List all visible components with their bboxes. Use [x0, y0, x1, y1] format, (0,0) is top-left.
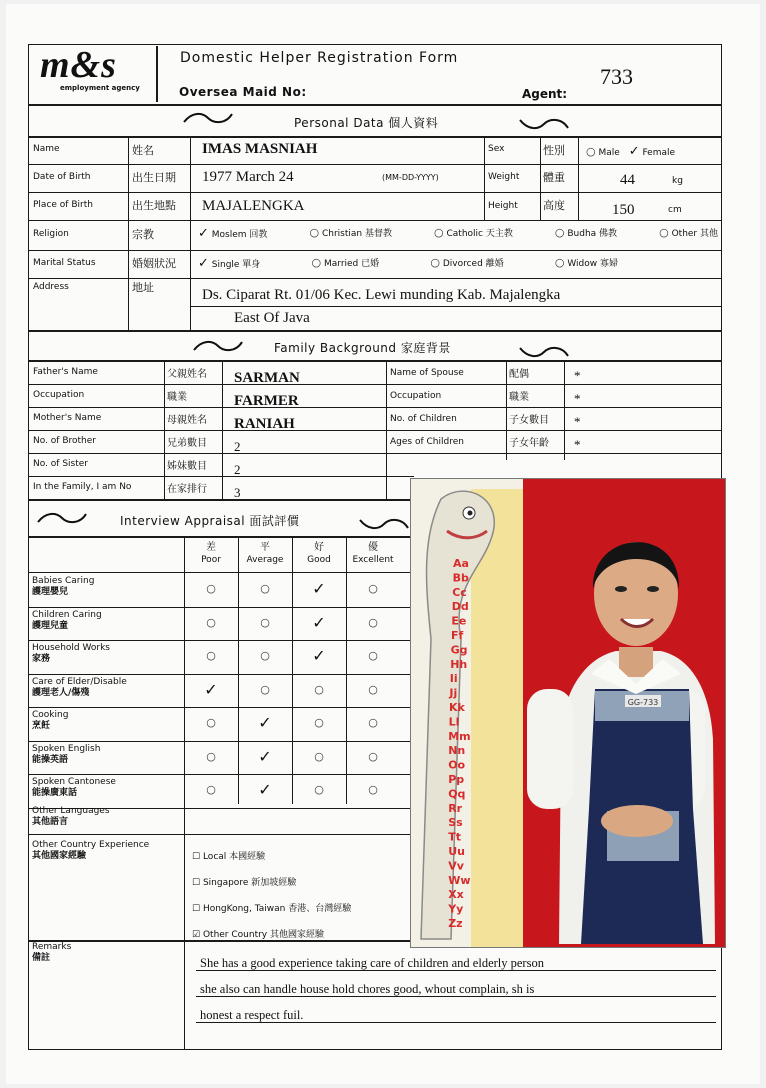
rating-radio-icon[interactable]: ○ [206, 616, 216, 629]
appraisal-column-header: 好 Good [307, 542, 331, 565]
chart-letter: Ll [448, 715, 460, 729]
pob-value: MAJALENGKA [202, 198, 305, 214]
photo-illustration [411, 479, 725, 947]
spouse-value: * [574, 437, 581, 452]
appraisal-column-header: 優 Excellent [352, 542, 394, 565]
spouse-label-zh: 子女年齡 [509, 438, 549, 449]
helper-photo [410, 478, 726, 948]
family-label: No. of Brother [33, 436, 96, 446]
appraisal-row-label: Babies Caring 護理嬰兒 [32, 576, 95, 597]
logo-text: m&s [40, 44, 117, 86]
marital-option-widow[interactable]: ○ Widow 寡婦 [554, 256, 618, 269]
spouse-value: * [574, 414, 581, 429]
family-label-zh: 母親姓名 [167, 415, 207, 426]
family-label-zh: 職業 [167, 392, 187, 403]
agent-label: Agent: [522, 87, 568, 101]
swirl-left-icon [192, 338, 244, 358]
name-value: IMAS MASNIAH [202, 141, 318, 157]
marital-option-single[interactable]: ✓ Single 單身 [198, 256, 261, 271]
rating-radio-icon[interactable]: ○ [206, 783, 216, 796]
rating-radio-icon[interactable]: ○ [368, 716, 378, 729]
rating-radio-icon[interactable]: ○ [260, 582, 270, 595]
appraisal-row-label: Cooking 烹飪 [32, 710, 69, 731]
grid-line [578, 136, 579, 220]
grid-line [28, 384, 722, 385]
family-label: Mother's Name [33, 413, 102, 423]
grid-line [28, 741, 414, 742]
radio-icon: ○ [311, 256, 322, 269]
swirl-left-icon [36, 510, 88, 530]
family-value: RANIAH [234, 416, 295, 432]
swirl-left-icon [182, 110, 234, 130]
experience-option-singapore[interactable]: ☐ Singapore 新加坡經驗 [192, 878, 297, 888]
male-radio-icon[interactable]: ○ [586, 145, 596, 158]
logo-divider [156, 46, 158, 102]
grid-line [28, 453, 722, 454]
rating-radio-icon[interactable]: ○ [368, 649, 378, 662]
grid-line [28, 330, 722, 332]
grid-line [28, 536, 414, 538]
height-label: Height [488, 201, 518, 211]
checkbox-icon: ☐ [192, 852, 201, 862]
chart-letter: Cc [452, 585, 467, 599]
marital-label-zh: 婚姻狀況 [132, 257, 176, 270]
address-label-zh: 地址 [132, 281, 154, 294]
family-value: 3 [234, 485, 241, 500]
grid-line [28, 607, 414, 608]
sex-label-zh: 性別 [543, 144, 565, 157]
logo-subtitle: employment agency [60, 84, 140, 92]
grid-line [292, 536, 293, 804]
chart-letter: Kk [449, 701, 465, 714]
family-value: FARMER [234, 393, 299, 409]
chart-letter: Qq [448, 787, 466, 801]
appraisal-column-header: 差 Poor [201, 542, 221, 565]
family-label: Occupation [33, 390, 85, 400]
rating-radio-icon[interactable]: ○ [206, 649, 216, 662]
spouse-label: Name of Spouse [390, 368, 464, 378]
rating-checkmark-icon[interactable]: ✓ [312, 613, 326, 632]
appraisal-row-label: Spoken English 能操英語 [32, 744, 101, 765]
interview-section-title: Interview Appraisal 面試評價 [120, 514, 300, 528]
rating-radio-icon[interactable]: ○ [368, 783, 378, 796]
checkbox-icon: ☐ [192, 878, 201, 888]
chart-letter: Yy [448, 902, 464, 916]
spouse-label: Ages of Children [390, 437, 464, 447]
name-label-zh: 姓名 [132, 144, 154, 157]
chart-letter: Vv [448, 859, 464, 873]
dob-label: Date of Birth [33, 172, 91, 182]
address-line-2: East Of Java [234, 310, 310, 326]
other-experience-label: Other Country Experience 其他國家經驗 [32, 840, 150, 861]
rating-radio-icon[interactable]: ○ [368, 582, 378, 595]
height-unit: cm [668, 205, 682, 215]
grid-line [386, 360, 387, 500]
height-value: 150 [612, 202, 635, 218]
appraisal-row-label: Spoken Cantonese 能操廣東話 [32, 777, 116, 798]
grid-line [28, 250, 722, 251]
grid-line [346, 536, 347, 804]
weight-label: Weight [488, 172, 520, 182]
radio-icon: ○ [554, 256, 565, 269]
rating-radio-icon[interactable]: ○ [206, 716, 216, 729]
family-label: In the Family, I am No [33, 482, 132, 492]
family-value: 2 [234, 439, 241, 454]
grid-line [28, 407, 722, 408]
grid-line [28, 834, 414, 835]
grid-line [128, 136, 129, 330]
religion-option-christian[interactable]: ○ Christian 基督教 [309, 226, 392, 239]
spouse-label-zh: 子女數目 [509, 415, 549, 426]
chart-letter: Bb [452, 571, 469, 585]
family-label-zh: 姊妹數目 [167, 461, 207, 472]
experience-option-other[interactable]: ☑ Other Country 其他國家經驗 [192, 930, 324, 940]
grid-line [28, 136, 722, 138]
height-label-zh: 高度 [543, 199, 565, 212]
grid-line [190, 136, 191, 330]
chart-letter: Pp [448, 773, 465, 786]
chart-letter: Uu [448, 845, 465, 858]
grid-line [540, 136, 541, 220]
grid-line [28, 774, 414, 775]
chart-letter: Nn [448, 744, 466, 758]
family-label-zh: 父親姓名 [167, 369, 207, 380]
sex-label: Sex [488, 144, 505, 154]
appraisal-row-label: Children Caring 護理兒童 [32, 610, 102, 631]
grid-line [28, 640, 414, 641]
chart-letter: Ii [449, 672, 458, 686]
spouse-label: Occupation [390, 391, 442, 401]
marital-label: Marital Status [33, 258, 96, 268]
personal-section-title: Personal Data 個人資料 [294, 116, 439, 130]
rating-radio-icon[interactable]: ○ [368, 750, 378, 763]
rating-radio-icon[interactable]: ○ [314, 716, 324, 729]
form-title: Domestic Helper Registration Form [180, 50, 459, 66]
chart-letter: Tt [448, 830, 461, 844]
radio-icon: ○ [659, 226, 669, 239]
marital-option-married[interactable]: ○ Married 已婚 [311, 256, 380, 269]
spouse-label-zh: 配偶 [509, 369, 529, 380]
chart-letter: Dd [451, 600, 469, 614]
chart-letter: Ww [448, 873, 471, 887]
rating-radio-icon[interactable]: ○ [260, 616, 270, 629]
grid-line [28, 572, 414, 573]
oversea-maid-label: Oversea Maid No: [179, 85, 307, 99]
dob-format: (MM-DD-YYYY) [382, 173, 439, 182]
remarks-label: Remarks 備註 [32, 942, 72, 963]
appraisal-row-label: Care of Elder/Disable 護理老人/傷殘 [32, 677, 127, 698]
grid-line [164, 360, 165, 500]
grid-line [28, 707, 414, 708]
chart-letter: Rr [448, 801, 463, 815]
rating-radio-icon[interactable]: ○ [206, 750, 216, 763]
religion-option-catholic[interactable]: ○ Catholic 天主教 [434, 226, 513, 239]
rating-radio-icon[interactable]: ○ [206, 582, 216, 595]
rating-checkmark-icon[interactable]: ✓ [312, 646, 326, 665]
grid-line [28, 360, 722, 362]
grid-line [190, 306, 722, 307]
remarks-line: She has a good experience taking care of children and elderly person [200, 956, 544, 970]
chart-letter: Jj [449, 686, 458, 700]
appraisal-row-label: Household Works 家務 [32, 643, 110, 664]
spouse-value: * [574, 391, 581, 406]
grid-line [564, 360, 565, 460]
religion-label: Religion [33, 229, 69, 239]
checkmark-icon: ✓ [198, 256, 209, 271]
radio-icon: ○ [554, 226, 565, 239]
chart-letter: Ff [451, 629, 464, 642]
experience-option-hongkong[interactable]: ☐ HongKong, Taiwan 香港、台灣經驗 [192, 904, 352, 914]
chart-letter: Aa [453, 557, 469, 570]
grid-line [28, 430, 722, 431]
rating-radio-icon[interactable]: ○ [314, 783, 324, 796]
experience-options [192, 844, 351, 948]
rating-checkmark-icon[interactable]: ✓ [258, 780, 272, 799]
chart-letter: Zz [448, 917, 463, 930]
remarks-line: honest a respect fuil. [200, 1008, 304, 1022]
family-label-zh: 在家排行 [167, 484, 207, 495]
rating-checkmark-icon[interactable]: ✓ [258, 747, 272, 766]
spouse-label: No. of Children [390, 414, 457, 424]
swirl-right-icon [518, 116, 570, 136]
sex-male-label: Male [598, 148, 620, 158]
radio-icon: ○ [430, 256, 440, 269]
agent-number: 733 [600, 64, 633, 89]
chart-letter: Gg [450, 643, 468, 657]
chart-letter: Xx [448, 888, 464, 902]
religion-option-budha[interactable]: ○ Budha 佛教 [554, 226, 618, 239]
grid-line [28, 220, 722, 221]
chart-letter: Ee [451, 614, 467, 628]
radio-icon: ○ [309, 226, 320, 239]
header-divider [28, 104, 722, 106]
other-languages-label: Other Languages 其他語言 [32, 806, 110, 827]
grid-line [28, 674, 414, 675]
rating-radio-icon[interactable]: ○ [260, 683, 270, 696]
agency-logo [32, 44, 154, 100]
experience-option-local[interactable]: ☐ Local 本國經驗 [192, 852, 266, 862]
grid-line [28, 164, 722, 165]
family-value: 2 [234, 462, 241, 477]
rating-radio-icon[interactable]: ○ [368, 616, 378, 629]
religion-option-other[interactable]: ○ Other 其他 [659, 226, 718, 239]
religion-label-zh: 宗教 [132, 228, 154, 241]
chart-letter: Oo [448, 758, 466, 772]
form-sheet [6, 4, 760, 1084]
rating-checkmark-icon[interactable]: ✓ [312, 579, 326, 598]
remarks-line: she also can handle house hold chores good, whout complain, sh is [200, 982, 535, 996]
female-checkmark-icon[interactable]: ✓ [628, 144, 640, 159]
sex-options [586, 144, 675, 159]
grid-line [222, 360, 223, 500]
pob-label: Place of Birth [33, 200, 93, 210]
chart-letter: Ss [448, 816, 463, 830]
rating-radio-icon[interactable]: ○ [368, 683, 378, 696]
badge-text: GG-733 [627, 698, 659, 707]
rating-radio-icon[interactable]: ○ [260, 649, 270, 662]
grid-line [184, 940, 185, 1050]
rating-checkmark-icon[interactable]: ✓ [258, 713, 272, 732]
name-label: Name [33, 144, 60, 154]
weight-label-zh: 體重 [543, 171, 565, 184]
checkmark-icon: ✓ [198, 226, 209, 241]
marital-option-divorced[interactable]: ○ Divorced 離婚 [430, 256, 504, 269]
checkbox-icon: ☐ [192, 904, 201, 914]
rating-checkmark-icon[interactable]: ✓ [204, 680, 218, 699]
dob-label-zh: 出生日期 [132, 171, 176, 184]
appraisal-column-header: 平 Average [246, 542, 284, 565]
family-label-zh: 兄弟數目 [167, 438, 207, 449]
religion-options [198, 226, 718, 241]
grid-line [506, 360, 507, 460]
dob-value: 1977 March 24 [202, 169, 294, 185]
family-label: No. of Sister [33, 459, 89, 469]
chart-letter: Mm [448, 729, 471, 743]
swirl-right-icon [358, 516, 410, 536]
spouse-value: * [574, 368, 581, 383]
marital-options [198, 256, 618, 271]
grid-line [184, 536, 185, 940]
chart-letter: Hh [450, 657, 468, 671]
family-value: SARMAN [234, 370, 300, 386]
grid-line [28, 192, 722, 193]
religion-option-moslem[interactable]: ✓ Moslem 回教 [198, 226, 268, 241]
grid-line [28, 476, 414, 477]
spouse-label-zh: 職業 [509, 392, 529, 403]
grid-line [484, 136, 485, 220]
radio-icon: ○ [434, 226, 444, 239]
address-label: Address [33, 282, 69, 292]
sex-female-label: Female [642, 148, 676, 158]
remarks-text [200, 950, 544, 1028]
weight-unit: kg [672, 176, 683, 186]
pob-label-zh: 出生地點 [132, 199, 176, 212]
weight-value: 44 [620, 172, 635, 188]
family-label: Father's Name [33, 367, 98, 377]
rating-radio-icon[interactable]: ○ [314, 683, 324, 696]
checked-checkbox-icon: ☑ [192, 930, 201, 940]
family-section-title: Family Background 家庭背景 [274, 341, 451, 355]
address-line-1: Ds. Ciparat Rt. 01/06 Kec. Lewi munding Kab. Majalengka [202, 287, 561, 303]
rating-radio-icon[interactable]: ○ [314, 750, 324, 763]
